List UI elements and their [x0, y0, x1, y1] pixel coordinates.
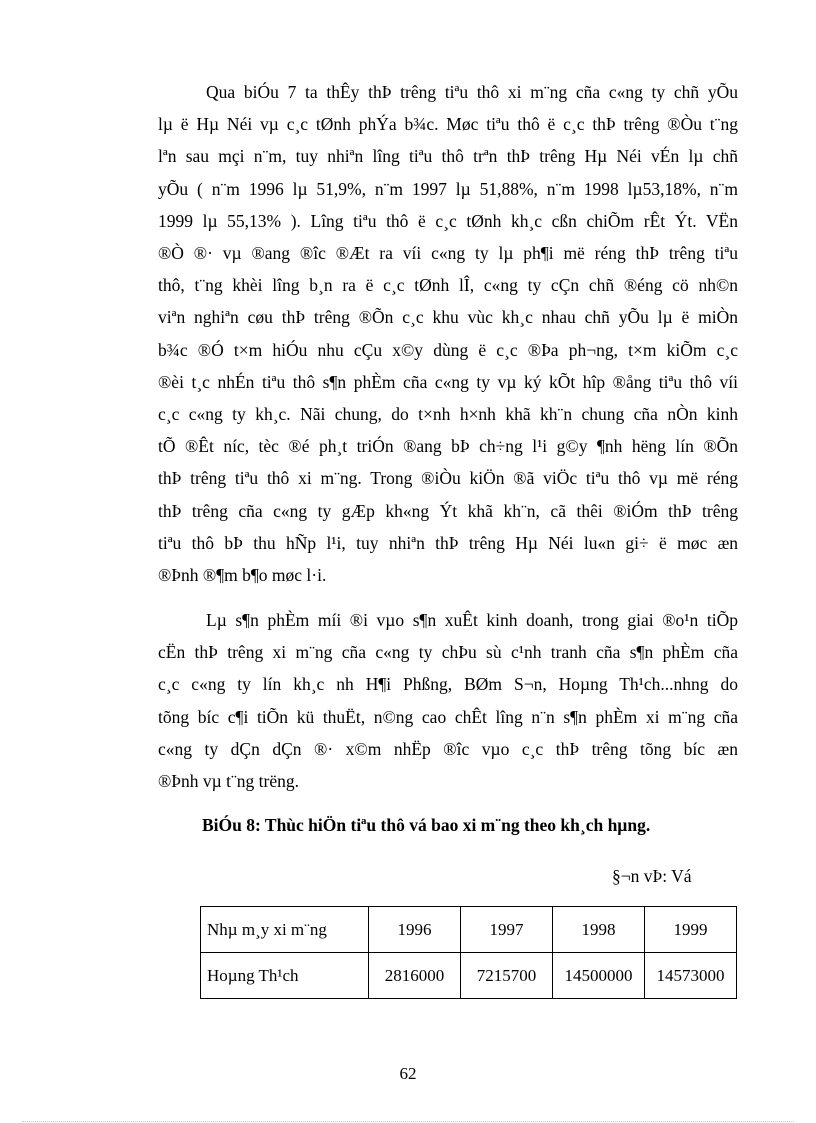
table-header-cell: 1998 — [553, 907, 645, 953]
paragraph-competition — [158, 604, 738, 797]
table-cell: 2816000 — [369, 953, 461, 999]
text-line: b¾c ®Ó t×m hiÓu nhu cÇu x©y dùng ë c¸c ®Þa ph¬ng, t×m kiÕm c¸c — [158, 339, 738, 360]
table-header-cell: 1999 — [645, 907, 737, 953]
text-line: c«ng ty dÇn dÇn ®· x©m nhËp ®îc vµo c¸c thÞ trêng tõng bíc æn — [158, 738, 738, 759]
text-line: Qua biÓu 7 ta thÊy thÞ trêng tiªu thô xi m¨ng cña c«ng ty chñ yÕu — [206, 82, 738, 102]
table-cell: 7215700 — [461, 953, 553, 999]
table-cell: 14573000 — [645, 953, 737, 999]
text-line: ®Þnh vµ t¨ng trëng. — [158, 771, 300, 792]
text-line: ®èi t¸c nhÉn tiªu thô s¶n phÈm cña c«ng ty vµ ký kÕt hîp ®ång tiªu thô víi — [158, 371, 738, 392]
text-line: thÞ trêng tiªu thô xi m¨ng. Trong ®iÒu kiÖn ®ã viÖc tiªu thô vµ më réng — [158, 468, 738, 489]
paragraph-market-analysis — [158, 76, 738, 591]
text-line: cËn thÞ trêng xi m¨ng cña c«ng ty chÞu sù c¹nh tranh cña s¶n phÈm cña — [158, 642, 738, 663]
table-cell: Hoµng Th¹ch — [201, 953, 369, 999]
text-line: thÞ trêng cña c«ng ty gÆp kh«ng Ýt khã kh¨n, cã thêi ®iÓm thÞ trêng — [158, 500, 738, 521]
text-line: ®Ò ®· vµ ®ang ®îc ®Æt ra víi c«ng ty lµ ph¶i më réng thÞ trêng tiªu — [158, 243, 738, 264]
text-line: thô, t¨ng khèi lîng b¸n ra ë c¸c tØnh lÎ, c«ng ty cÇn chñ ®éng cö nh©n — [158, 275, 738, 296]
page-number: 62 — [399, 1064, 417, 1083]
table-header-cell: Nhµ m¸y xi m¨ng — [201, 907, 369, 953]
text-line: ®Þnh ®¶m b¶o møc l·i. — [158, 565, 327, 586]
text-line: tiªu thô bÞ thu hÑp l¹i, tuy nhiªn thÞ trêng Hµ Néi lu«n gi÷ ë møc æn — [158, 532, 738, 553]
text-line: Lµ s¶n phÈm míi ®i vµo s¶n xuÊt kinh doanh, trong giai ®o¹n tiÕp — [206, 610, 738, 630]
table-header-cell: 1996 — [369, 907, 461, 953]
table-caption: BiÓu 8: Thùc hiÖn tiªu thô vá bao xi m¨ng theo kh¸ch hµng. — [202, 815, 651, 835]
table-row — [201, 953, 737, 999]
sales-table — [200, 906, 737, 999]
table-cell: 14500000 — [553, 953, 645, 999]
text-line: viªn nghiªn cøu thÞ trêng ®Õn c¸c khu vùc kh¸c nhau chñ yÕu lµ ë miÒn — [158, 307, 738, 328]
footer-divider — [22, 1121, 794, 1122]
text-line: lªn sau mçi n¨m, tuy nhiªn lîng tiªu thô trªn thÞ trêng Hµ Néi vÉn lµ chñ — [158, 146, 738, 167]
text-line: tÕ ®Êt níc, tèc ®é ph¸t triÓn ®ang bÞ ch÷ng l¹i g©y ¶nh hëng lín ®Õn — [158, 436, 738, 457]
text-line: 1999 lµ 55,13% ). Lîng tiªu thô ë c¸c tØnh kh¸c cßn chiÕm rÊt Ýt. VËn — [158, 210, 738, 231]
table-header-row — [201, 907, 737, 953]
table-header-cell: 1997 — [461, 907, 553, 953]
text-line: yÕu ( n¨m 1996 lµ 51,9%, n¨m 1997 lµ 51,88%, n¨m 1998 lµ53,18%, n¨m — [158, 178, 738, 199]
text-line: lµ ë Hµ Néi vµ c¸c tØnh phÝa b¾c. Møc tiªu thô ë c¸c thÞ trêng ®Òu t¨ng — [158, 114, 738, 135]
text-line: c¸c c«ng ty kh¸c. Nãi chung, do t×nh h×nh khã kh¨n chung cña nÒn kinh — [158, 404, 738, 425]
text-line: c¸c c«ng ty lín kh¸c nh H¶i Phßng, BØm S¬n, Hoµng Th¹ch...nhng do — [158, 674, 738, 695]
unit-label: §¬n vÞ: Vá — [612, 866, 692, 886]
text-line: tõng bíc c¶i tiÕn kü thuËt, n©ng cao chÊt lîng n¨n s¶n phÈm xi m¨ng cña — [158, 706, 738, 727]
